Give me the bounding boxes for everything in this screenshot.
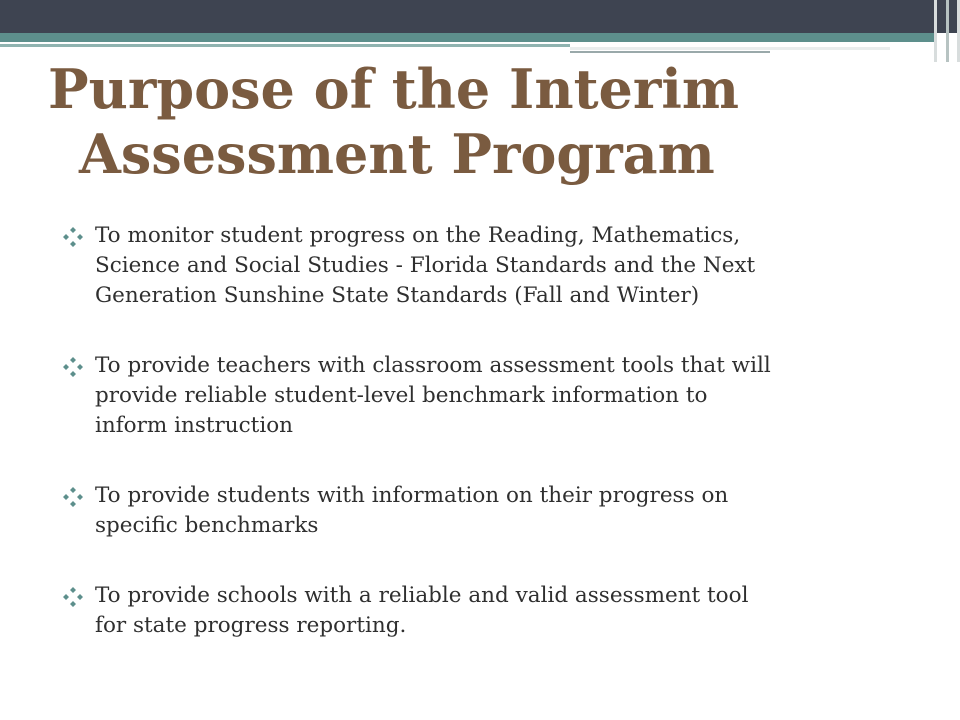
bullet-item	[62, 481, 917, 541]
four-diamond-bullet-icon	[62, 486, 84, 508]
bullet-line: inform instruction	[95, 413, 293, 438]
bullet-line: To provide schools with a reliable and valid assessment tool	[95, 583, 749, 608]
four-diamond-bullet-icon	[62, 586, 84, 608]
header-shadow-line	[570, 51, 770, 53]
title-line-2: Assessment Program	[79, 122, 715, 186]
bullet-line: Science and Social Studies - Florida Standards and the Next	[95, 253, 756, 278]
corner-decoration	[934, 0, 960, 62]
bullet-item	[62, 351, 917, 441]
bullet-line: Generation Sunshine State Standards (Fall and Winter)	[95, 283, 700, 308]
header-highlight-line	[570, 47, 890, 50]
bullet-line: To monitor student progress on the Reading, Mathematics,	[95, 223, 741, 248]
bullet-item	[62, 581, 917, 641]
slide-title	[48, 57, 928, 187]
bullet-item	[62, 221, 917, 311]
title-line-1: Purpose of the Interim	[48, 57, 739, 121]
bullet-text	[95, 581, 917, 641]
header-dark-bar	[0, 0, 960, 33]
four-diamond-bullet-icon	[62, 226, 84, 248]
four-diamond-bullet-icon	[62, 356, 84, 378]
bullet-text	[95, 221, 917, 311]
bullet-line: for state progress reporting.	[95, 613, 407, 638]
header-accent-band	[0, 33, 936, 42]
bullet-text	[95, 351, 917, 441]
bullet-line: specific benchmarks	[95, 513, 319, 538]
corner-line	[934, 0, 937, 62]
bullet-line: To provide teachers with classroom assessment tools that will	[95, 353, 771, 378]
bullet-line: To provide students with information on their progress on	[95, 483, 729, 508]
bullet-text	[95, 481, 917, 541]
bullet-list	[62, 221, 917, 681]
bullet-line: provide reliable student-level benchmark information to	[95, 383, 708, 408]
corner-line	[946, 0, 949, 62]
header-accent-line	[0, 44, 570, 47]
